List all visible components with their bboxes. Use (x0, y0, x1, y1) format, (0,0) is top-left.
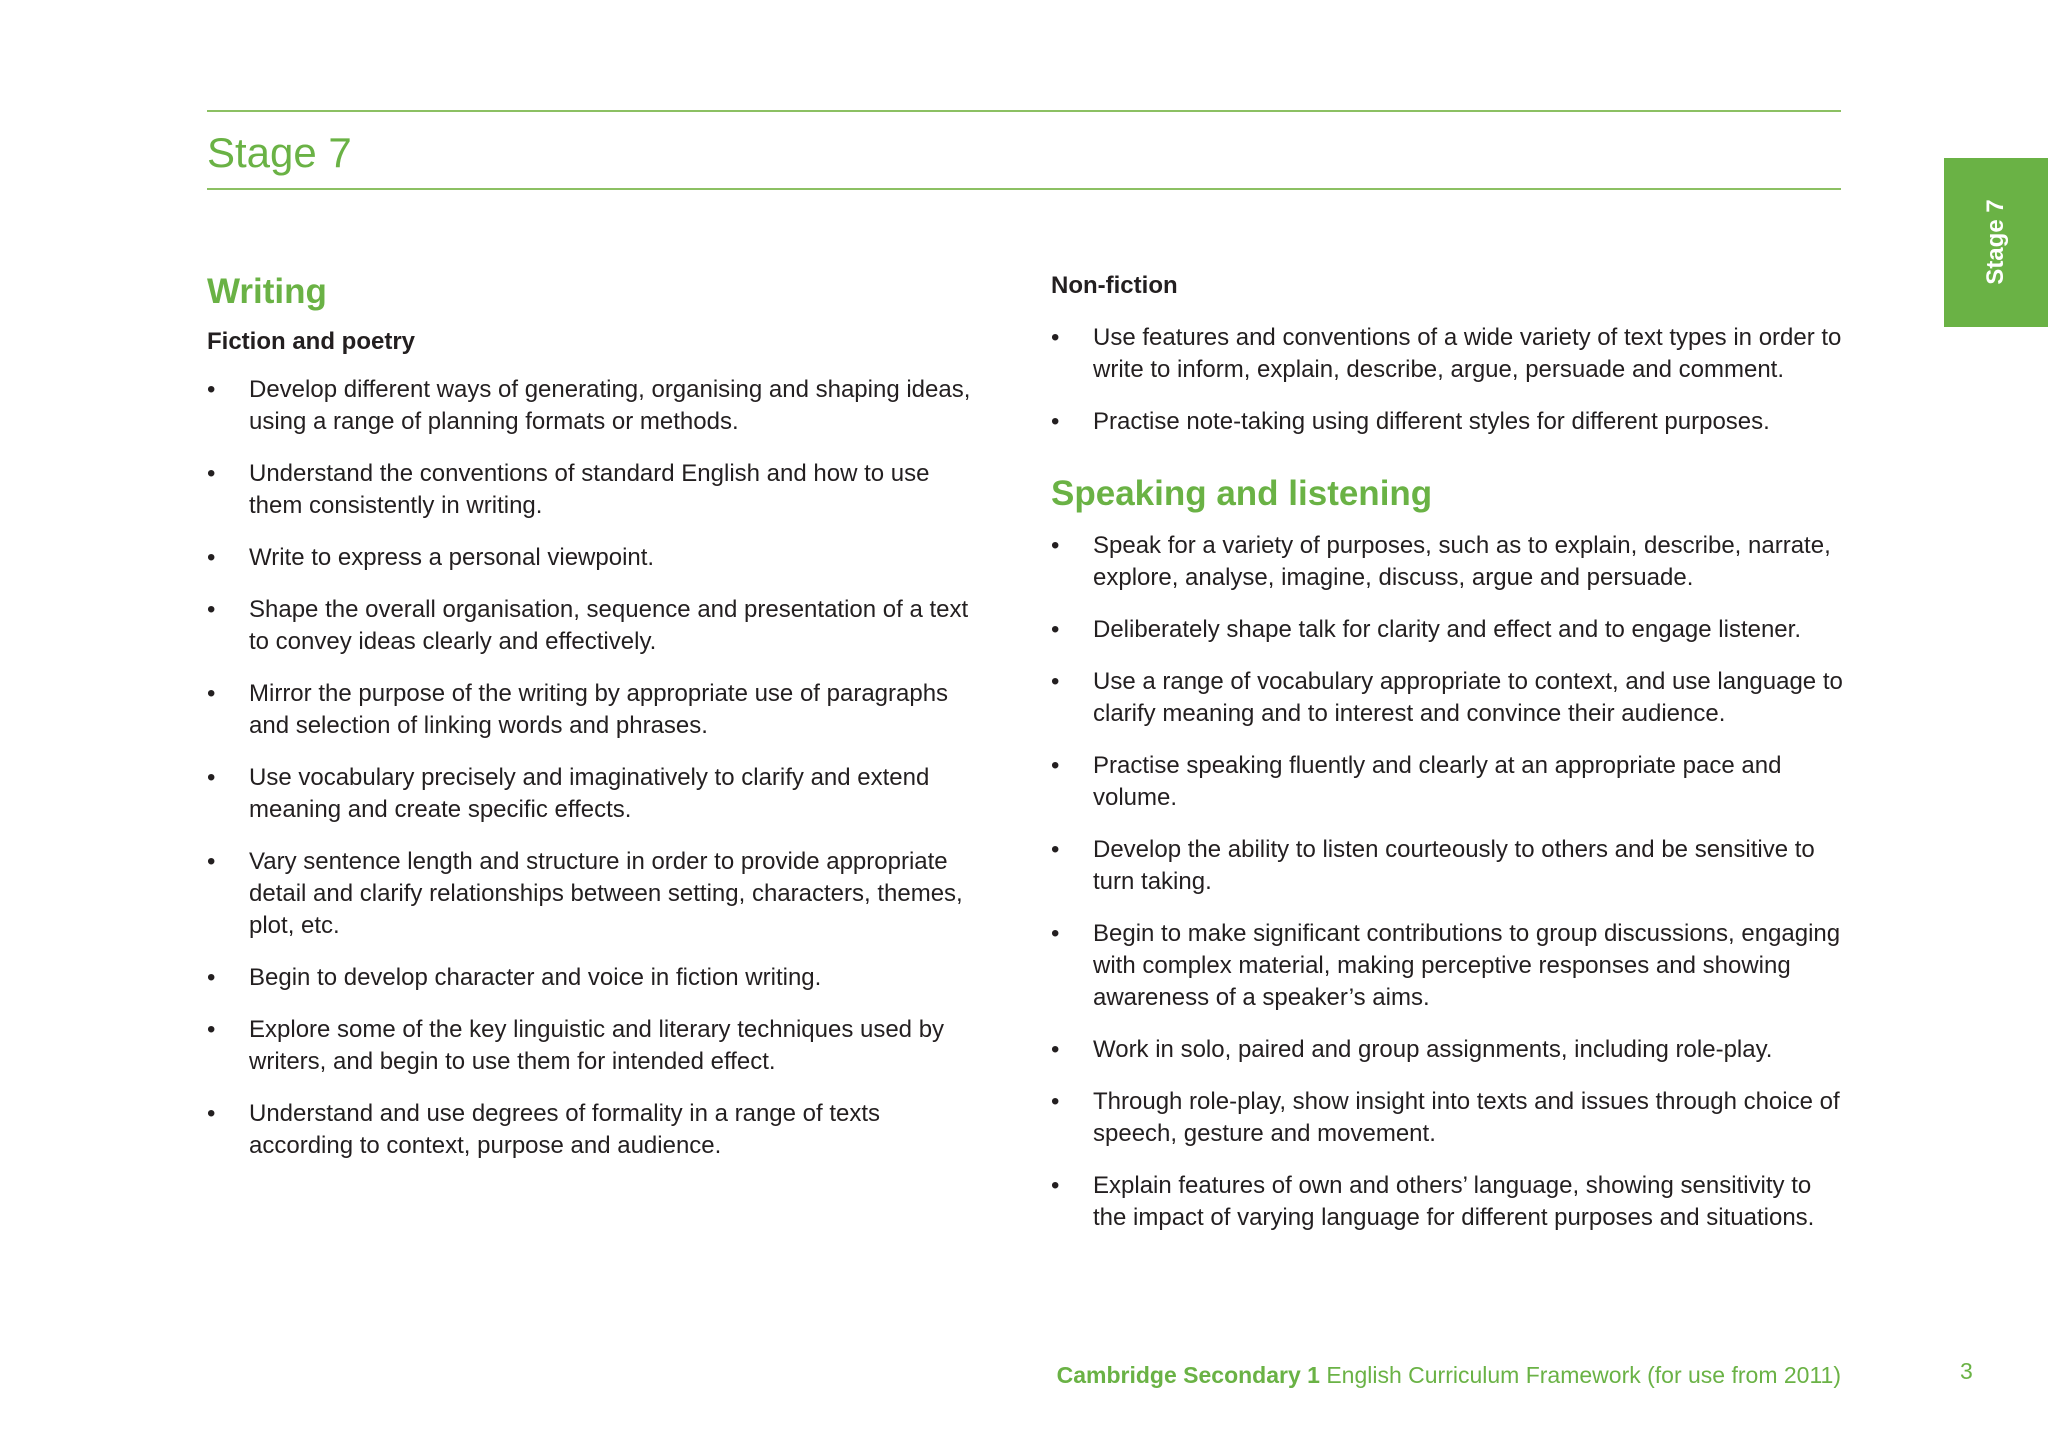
list-item: • Write to express a personal viewpoint. (207, 542, 987, 574)
side-tab-label: Stage 7 (1982, 199, 2009, 285)
list-item: • Deliberately shape talk for clarity and effect and to engage listener. (1051, 614, 1846, 646)
page-title: Stage 7 (207, 129, 352, 176)
fiction-poetry-list (207, 374, 987, 1162)
top-divider (207, 110, 1841, 112)
right-column (1051, 270, 1846, 1254)
writing-heading: Writing (207, 272, 327, 311)
stage-side-tab (1944, 158, 2048, 327)
list-item: • Mirror the purpose of the writing by appropriate use of paragraphs and selection of linking words and phrases. (207, 678, 987, 742)
title-divider (207, 188, 1841, 190)
list-item: • Develop different ways of generating, organising and shaping ideas, using a range of planning formats or methods. (207, 374, 987, 438)
list-item: • Shape the overall organisation, sequence and presentation of a text to convey ideas clearly and effectively. (207, 594, 987, 658)
non-fiction-list (1051, 322, 1846, 438)
list-item: • Begin to develop character and voice in fiction writing. (207, 962, 987, 994)
list-item: • Explain features of own and others’ language, showing sensitivity to the impact of varying language for different purposes and situations. (1051, 1170, 1846, 1234)
list-item: • Use a range of vocabulary appropriate to context, and use language to clarify meaning and to interest and convince their audience. (1051, 666, 1846, 730)
list-item: • Develop the ability to listen courteously to others and be sensitive to turn taking. (1051, 834, 1846, 898)
left-column (207, 270, 987, 1182)
list-item: • Use vocabulary precisely and imaginatively to clarify and extend meaning and create specific effects. (207, 762, 987, 826)
list-item: • Understand and use degrees of formality in a range of texts according to context, purpose and audience. (207, 1098, 987, 1162)
non-fiction-heading: Non-fiction (1051, 272, 1178, 299)
speaking-listening-list (1051, 530, 1846, 1234)
list-item: • Work in solo, paired and group assignments, including role-play. (1051, 1034, 1846, 1066)
list-item: • Practise speaking fluently and clearly at an appropriate pace and volume. (1051, 750, 1846, 814)
list-item: • Speak for a variety of purposes, such as to explain, describe, narrate, explore, analyse, imagine, discuss, argue and persuade. (1051, 530, 1846, 594)
list-item: • Explore some of the key linguistic and literary techniques used by writers, and begin to use them for intended effect. (207, 1014, 987, 1078)
page-number: 3 (1960, 1358, 1973, 1384)
footer-title: English Curriculum Framework (for use from 2011) (1326, 1362, 1841, 1388)
footer-brand: Cambridge Secondary 1 (1056, 1362, 1320, 1388)
fiction-poetry-heading: Fiction and poetry (207, 328, 416, 355)
list-item: • Through role-play, show insight into texts and issues through choice of speech, gesture and movement. (1051, 1086, 1846, 1150)
list-item: • Begin to make significant contributions to group discussions, engaging with complex material, making perceptive responses and showing awareness of a speaker’s aims. (1051, 918, 1846, 1014)
list-item: • Vary sentence length and structure in order to provide appropriate detail and clarify relationships between setting, characters, themes, plot, etc. (207, 846, 987, 942)
speaking-listening-heading: Speaking and listening (1051, 474, 1433, 513)
list-item: • Practise note-taking using different styles for different purposes. (1051, 406, 1846, 438)
list-item: • Understand the conventions of standard English and how to use them consistently in writing. (207, 458, 987, 522)
list-item: • Use features and conventions of a wide variety of text types in order to write to inform, explain, describe, argue, persuade and comment. (1051, 322, 1846, 386)
footer (1040, 1360, 1841, 1390)
